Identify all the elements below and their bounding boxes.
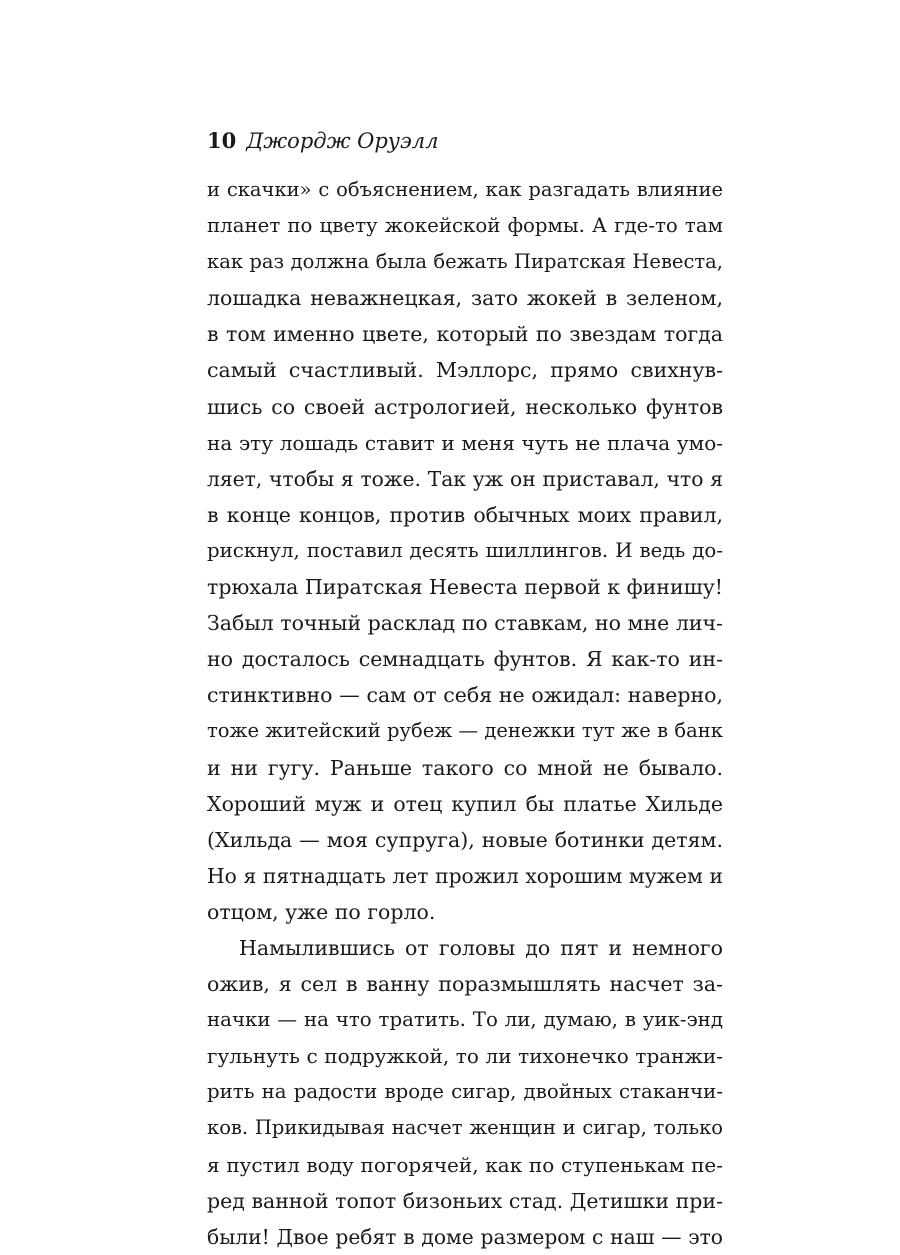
- text-line: ляет, чтобы я тоже. Так уж он приставал, что я: [207, 466, 723, 491]
- text-line: самый счастливый. Мэллорс, прямо свихнув-: [207, 358, 723, 383]
- paragraph-start-line: Намылившись от головы до пят и немного: [239, 935, 723, 960]
- text-line: Хороший муж и отец купил бы платье Хильде: [207, 791, 723, 816]
- text-line: (Хильда — моя супруга), новые ботинки детям.: [207, 827, 723, 852]
- text-line: ожив, я сел в ванну поразмышлять насчет за-: [207, 972, 723, 997]
- text-line: планет по цвету жокейской формы. А где-то там: [207, 214, 723, 238]
- text-line: рить на радости вроде сигар, двойных стаканчи-: [207, 1080, 723, 1104]
- text-line: начки — на что тратить. То ли, думаю, в уик-энд: [207, 1008, 723, 1032]
- text-line: шись со своей астрологией, несколько фунтов: [207, 394, 723, 419]
- text-line: в том именно цвете, который по звездам тогда: [207, 322, 723, 347]
- text-line: и скачки» с объяснением, как разгадать влияние: [207, 178, 723, 201]
- text-line: Но я пятнадцать лет прожил хорошим мужем и: [207, 863, 723, 888]
- text-line: трюхала Пиратская Невеста первой к финишу!: [207, 575, 723, 600]
- text-line: но досталось семнадцать фунтов. Я как-то ин-: [207, 647, 723, 672]
- text-line: и ни гугу. Раньше такого со мной не бывало.: [207, 755, 723, 780]
- paragraph-end-line: отцом, уже по горло.: [207, 899, 436, 924]
- running-title: Джордж Оруэлл: [246, 129, 439, 153]
- text-line: ков. Прикидывая насчет женщин и сигар, только: [207, 1116, 723, 1140]
- text-line: как раз должна была бежать Пиратская Невеста,: [207, 250, 723, 274]
- text-line: тоже житейский рубеж — денежки тут же в банк: [207, 719, 723, 743]
- text-line: лошадка неважнецкая, зато жокей в зеленом,: [207, 286, 723, 311]
- text-line: рискнул, поставил десять шиллингов. И ведь до-: [207, 538, 723, 562]
- text-line: стинктивно — сам от себя не ожидал: наверно,: [207, 683, 723, 708]
- text-line: на эту лошадь ставит и меня чуть не плача умо-: [207, 430, 723, 455]
- text-line: я пустил воду погорячей, как по ступенькам пе-: [207, 1152, 723, 1177]
- running-header: [207, 128, 438, 154]
- text-line: в конце концов, против обычных моих правил,: [207, 502, 723, 527]
- page-number: 10: [207, 128, 237, 153]
- text-line: гульнуть с подружкой, то ли тихонечко транжи-: [207, 1044, 723, 1069]
- text-line: ред ванной топот бизоньих стад. Детишки при-: [207, 1188, 723, 1213]
- text-line: были! Двое ребят в доме размером с наш — это: [207, 1224, 723, 1249]
- body-text: [207, 172, 723, 1255]
- text-line: Забыл точный расклад по ставкам, но мне лич-: [207, 611, 723, 636]
